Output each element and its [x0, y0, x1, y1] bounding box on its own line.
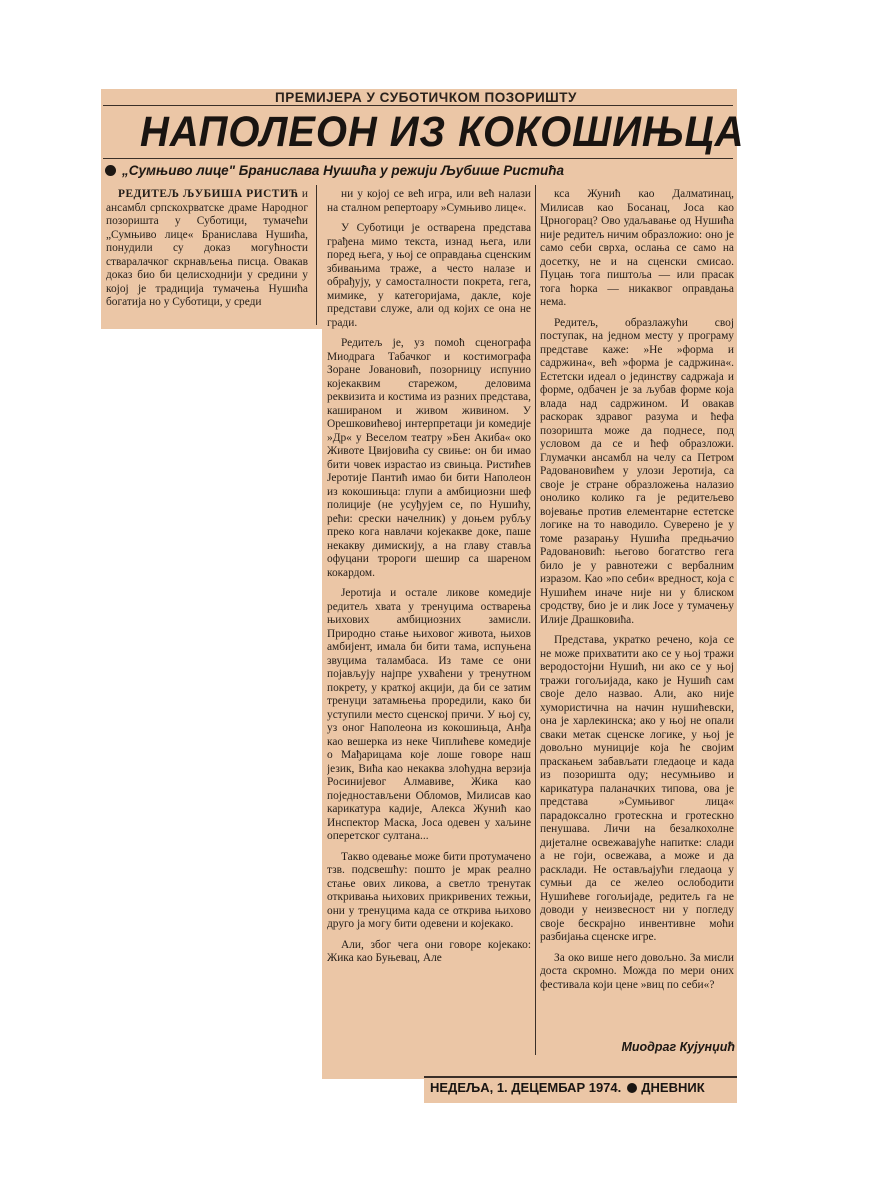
bullet-icon — [627, 1083, 637, 1093]
paragraph: Јеротија и остале ликове комедије редитељ хвата у тренуцима остварења њихових амбициозних замисли. Природно стање њиховог живота, њихов амбијент, имала би бити тама, испуњена звуцима таламбаса. Из таме се они појављују најпре ухваћени у тренутном покрету, у краткој акцији, да би се затим тренуци затамњења прорeдили, како би уступили место сценској причи. У њој су, уз оног Наполеона из кокошињца, Анђа као вешерка из неке Чиплићеве комедије о Мађарицама које лоше говоре наш језик, Вића као некаква злоћудна верзија Росинијевог Алмавиве, Жика као поједностављени Обломов, Милисав као карикатура кадије, Алекса Жунић као Инспектор Маска, Јоса одевен у хаљине оперетског султана... — [327, 587, 531, 842]
paragraph: Редитељ је, уз помоћ сценографа Миодрага Табачког и костимографа Зоране Јовановић, позорницу испунио којекаквим старежом, деловима реквизита и костима из разних представа, кашираном и живом живином. У Орешковићевој интерпретаци ји комедије »Др« у Веселом театру »Бен Акиба« око Животе Цвијовића су свиње: он би имао бити човек израстао из свињца. Ристићев Јеротије Пантић имао би бити Наполеон из кокошињца: глупи а амбициозни шеф полиције (не усуђујем се, по Нушићу, рећи: срески начелник) у доњем рубљу преко кога навлачи којекакве доке, паше некакву димискију, а на главу ставља офуцани тророги шешир са шареном кокардом. — [327, 337, 531, 579]
article-subhead — [105, 163, 735, 178]
paragraph: Представа, укратко речено, која се не може прихватити ако се у њој тражи веродостојни Нушић, ни ако се у њој тражи гогољијада, како је Нушић сам своје дело назвао. Али, ако није хумористична на начин нушићевски, она је харлекинска; ако у њој не опали сваки метак сценске логике, у њој је довољно муниције која ће својим праскањем забављати гледаоце и када из позоришта оду; несумњиво и карикатура паланачких типова, ова је представа »Сумњивог лица« парадоксално гротескна и гротескно пенушава. Личи на безалкохолне дијеталне освежавајуће напитке: слади а не гоји, освежава, а може и да расклади. Не остављајући гледаоца у сумњи да се желео ослободити Нушићеве гогољијаде, редитељ га не доводи у неизвесност ни у погледу своје бескрајно инвентивне моћи разбијања сценске игре. — [540, 634, 734, 943]
lead-paragraph — [106, 188, 308, 310]
publication-name: ДНЕВНИК — [641, 1080, 705, 1095]
lead-text: и ансамбл српскохрватске драме Народног позоришта у Суботици, тумачећи „Сумњиво лице« Бранислава Нушића, понудили су доказ могућности стваралачког скрнављења писца. Овакав доказ био би целисходнији у средини у којој је традиција тумачења Нушића богатија но у Суботици, у среди — [106, 188, 308, 308]
paragraph: Такво одевање може бити протумачено тзв. подсвешћу: пошто је мрак реално стање ових ликова, а светло тренутак откривања њихових прикривених тежњи, они у тренуцима када се открива њихово друго ја могу бити одевени и којекако. — [327, 850, 531, 930]
bullet-icon — [105, 165, 116, 176]
paragraph: ни у којој се већ игра, или већ налази на сталном репертоару »Сумњиво лице«. — [327, 188, 531, 214]
paragraph: У Суботици је остварена представа грађена мимо текста, изнад њега, или поред њега, у њој се оправдања сценским збивањима траже, а често налазе и обрађују, у самосталности покрета, гега, мимике, у категоријама, дакле, које представи служе, али од којих се она не гради. — [327, 222, 531, 329]
footer-rule — [424, 1076, 737, 1078]
kicker-line: ПРЕМИЈЕРА У СУБОТИЧКОМ ПОЗОРИШТУ — [275, 90, 577, 105]
column-divider-2 — [535, 185, 536, 1055]
subhead-text: „Сумњиво лице" Бранислава Нушића у режији Љубише Ристића — [122, 163, 565, 178]
article-headline: НАПОЛЕОН ИЗ КОКОШИЊЦА — [140, 108, 745, 156]
lead-caps: РЕДИТЕЉ ЉУБИША РИСТИЋ — [118, 188, 299, 200]
publication-date: НЕДЕЉА, 1. ДЕЦЕМБАР 1974. — [430, 1080, 622, 1095]
article-column-3 — [540, 188, 734, 999]
publication-footer — [430, 1080, 735, 1095]
paragraph: Редитељ, образлажући свој поступак, на једном месту у програму представе каже: »Не »форма и садржина«, већ »форма је садржина«. Естетски идеал о јединству садржаја и форме, одбачен је за љубав форме која влада над садржином. И овакав раскорак здравог разума и ћефа позоришта може да поднесе, под условом да се и ћеф образложи. Глумачки ансамбл на челу са Петром Радовановићем у улози Јеротија, са своје је стране образложења налазио онолико колико га је редитељево војевање против елементарне естетске логике на то наводило. Суверено је у томе разарању Нушића предњачио Радовановић: његово богатство гега било је у равнотежи с вербалним изразом. Као »по себи« вредност, која с Нушићем иначе није ни у блиском сродству, био је и лик Јосе у тумачењу Илије Драшковића. — [540, 316, 734, 626]
paragraph: За око више него довољно. За мисли доста скромно. Можда по мери оних фестивала који цене »виц по себи«? — [540, 951, 734, 991]
header-rule-bottom — [103, 158, 733, 159]
article-column-1 — [106, 188, 308, 317]
article-column-2 — [327, 188, 531, 1068]
paragraph: Али, због чега они говоре којекако: Жика као Буњевац, Але — [327, 938, 531, 964]
header-rule-top — [103, 105, 733, 106]
paragraph: кса Жунић као Далматинац, Милисав као Босанац, Јоса као Црногорац? Ово удаљавање од Нушића није редитељ ничим образложио: оно је само себи сврха, ослања се само на досетку, не и на сценски смисао. Пуцањ тога пиштоља — или прасак тога ћорка — никаквог оправдања нема. — [540, 188, 734, 308]
column-divider-1 — [316, 185, 317, 325]
author-signature: Миодраг Кујунџић — [621, 1040, 735, 1054]
